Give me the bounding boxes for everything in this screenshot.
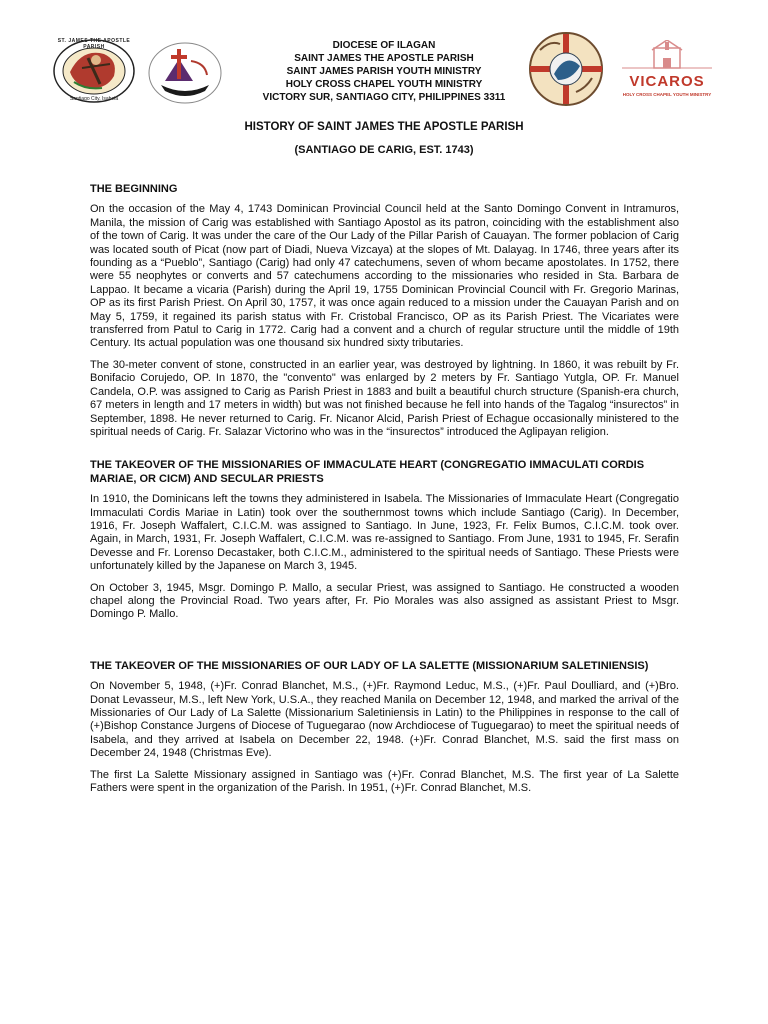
paragraph: In 1910, the Dominicans left the towns they administered in Isabela. The Missionaries of Immaculate Heart (Congregatio Immaculati Cordis Mariae in Latin) took over the southernmost towns which include Santiago (Carig). In December, 1916, Fr. Joseph Waffalert, C.I.C.M. was assigned to Santiago. In June, 1923, Fr. Felix Bumos, C.I.C.M. took over. Again, in March, 1931, Fr. Joseph Waffalert, C.I.C.M. was re-assigned to Santiago. From June, 1931 to 1945, Fr. Serafin Devesse and Fr. Lorenso Decastaker, both C.I.C.M., administered to the spiritual needs of Santiago. These Priests were unfortunately killed by the Japanese on March 3, 1945. — [90, 493, 679, 573]
document-body — [90, 183, 679, 803]
diocese-name: DIOCESE OF ILAGAN — [332, 40, 436, 51]
document-title: HISTORY OF SAINT JAMES THE APOSTLE PARISH — [244, 121, 524, 133]
letterhead-text — [236, 39, 532, 104]
vicaros-wordmark: VICAROS — [629, 73, 705, 90]
paragraph: The 30-meter convent of stone, constructed in an earlier year, was destroyed by lightning. In 1860, it was rebuilt by Fr. Bonifacio Corujedo, OP. In 1870, the "convento" was enlarged by 2 meters by Fr. Santiago Yutgla, OP. Fr. Manuel Candela, O.P. was assigned to Carig as Parish Priest in 1883 and built a beautiful church structure (Spanish-era church, 67 meters in length and 17 meters in width) but was not finished because he fell into hands of the Tagalog “insurectos” in September, 1898. He never returned to Carig. Fr. Nicanor Alcid, Parish Priest of Echague occasionally ministered to the spiritual needs of Carig. Fr. Salazar Victorino who was in the “insurectos” introduced the Aglipayan religion. — [90, 358, 679, 438]
youth-ministry-logo — [526, 30, 606, 108]
seal-ring-text-bottom: Santiago City, Isabela — [69, 96, 119, 102]
section-heading-beginning: THE BEGINNING — [90, 183, 178, 195]
vicaros-chapel-icon — [612, 40, 722, 74]
document-subtitle: (SANTIAGO DE CARIG, EST. 1743) — [294, 144, 474, 156]
chapel-youth-ministry: HOLY CROSS CHAPEL YOUTH MINISTRY — [285, 79, 483, 90]
parish-youth-ministry: SAINT JAMES PARISH YOUTH MINISTRY — [286, 66, 482, 77]
parish-seal-logo — [52, 38, 136, 104]
letterhead — [0, 36, 768, 106]
vicaros-tagline: HOLY CROSS CHAPEL YOUTH MINISTRY — [622, 92, 712, 97]
paragraph: The first La Salette Missionary assigned in Santiago was (+)Fr. Conrad Blanchet, M.S. The first year of La Salette Fathers were spent in the organization of the Parish. In 1951, (+)Fr. Conrad Blanchet, M.S. — [90, 768, 679, 795]
vicaros-logo — [612, 40, 722, 102]
parish-name: SAINT JAMES THE APOSTLE PARISH — [294, 53, 474, 64]
chapel-logo — [147, 41, 223, 105]
paragraph: On the occasion of the May 4, 1743 Dominican Provincial Council held at the Santo Domingo Convent in Intramuros, Manila, the mission of Carig was established with Santiago Apostol as its patron, coinciding with the establishment also of the town of Carig. It was under the care of the Our Lady of the Pillar Parish of Cauayan. The former poblacion of Carig was located south of Picat (now part of Diadi, Nueva Vizcaya) at the slopes of Mt. Dalayag. In 1746, three years after its founding as a “Pueblo”, Santiago (Carig) had only 47 catechumens, seven of whom became apostolates. In 1752, there were 55 neophytes or converts and 57 catechumens according to the missionaries who resided in Sta. Barbara de Lappao. It became a vicaria (Parish) during the April 19, 1755 Dominican Provincial Council with Fr. Gregorio Marinas, OP as its first Parish Priest. On April 30, 1757, it was once again reduced to a mission under the Cauayan Parish and on May 5, 1759, it regained its parish status with Fr. Cristobal Francisco, OP as its Parish Priest. The Vicariates were transferred from Patul to Carig in 1772. Carig had a convent and a church of regular structure until the middle of 19th Century. Its actual population was one thousand six hundred sixty tributaries. — [90, 203, 679, 350]
parish-address: VICTORY SUR, SANTIAGO CITY, PHILIPPINES 3311 — [262, 92, 506, 103]
paragraph: On October 3, 1945, Msgr. Domingo P. Mallo, a secular Priest, was assigned to Santiago. He constructed a wooden chapel along the Provincial Road. Two years after, Fr. Pio Morales was also assigned as assistant Priest to Msgr. Domingo P. Mallo. — [90, 581, 679, 621]
seal-ring-text-top: ST. JAMES THE APOSTLE PARISH — [57, 38, 131, 50]
section-heading-cicm: THE TAKEOVER OF THE MISSIONARIES OF IMMACULATE HEART (CONGREGATIO IMMACULATI CORDIS MARIAE, OR CICM) AND SECULAR PRIESTS — [90, 459, 645, 485]
holy-cross-chapel-logo-icon — [147, 41, 223, 105]
paragraph: On November 5, 1948, (+)Fr. Conrad Blanchet, M.S., (+)Fr. Raymond Leduc, M.S., (+)Fr. Paul Doulliard, and (+)Bro. Donat Levasseur, M.S., left New York, U.S.A., they reached Manila on December 12, 1948, and marked the arrival of the Missionaries of Our Lady of La Salette (Missionarium Saletiniensis in Latin) to the Philippines in response to the call of (+)Bishop Constance Jurgens of Diocese of Tuguegarao (now Archdiocese of Tuguegarao) to meet the spiritual needs of Isabela, and they arrived at Isabela on December 22, 1948. (+)Fr. Conrad Blanchet, M.S. said the first mass on December 24, 1948 (Christmas Eve). — [90, 680, 679, 760]
youth-ministry-logo-icon — [526, 30, 606, 108]
section-heading-la-salette: THE TAKEOVER OF THE MISSIONARIES OF OUR LADY OF LA SALETTE (MISSIONARIUM SALETINIENSIS) — [90, 659, 649, 672]
